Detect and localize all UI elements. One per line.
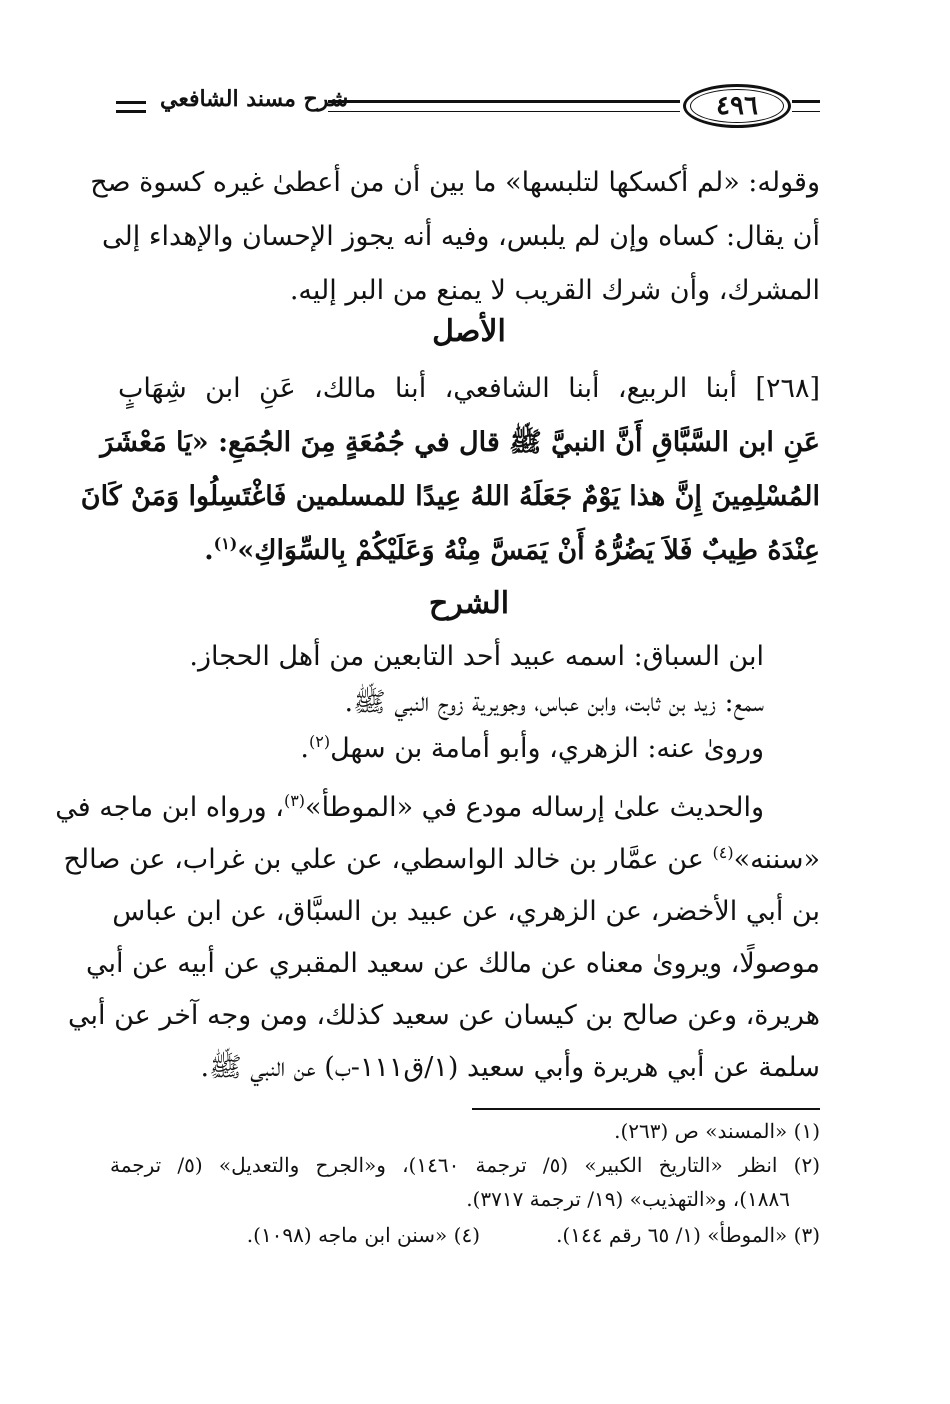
text-line: عَنِ ابن السَّبَّاقِ أَنَّ النبيَّ ﷺ قال في جُمُعَةٍ مِنَ الجُمَعِ: «يَا مَعْشَرَ bbox=[100, 427, 820, 458]
text-line bbox=[55, 782, 820, 834]
intro-paragraph bbox=[90, 156, 820, 318]
header-rule-left-2 bbox=[116, 110, 146, 113]
footnote-ref: (٤) bbox=[712, 843, 734, 862]
section-heading-asl: الأصل bbox=[432, 314, 506, 349]
text-run: والحديث علىٰ إرساله مودع في «الموطأ» bbox=[305, 792, 764, 823]
text-run: ، ورواه ابن ماجه في bbox=[55, 792, 284, 823]
transmitters-text: وروىٰ عنه: الزهري، وأبو أمامة بن سهل bbox=[330, 733, 764, 764]
header-rule-right-2 bbox=[792, 111, 820, 112]
text-line: وقوله: «لم أكسكها لتلبسها» ما بين أن من أعطىٰ غيره كسوة صح bbox=[90, 167, 820, 198]
hadith-paragraph bbox=[80, 362, 820, 578]
text-line: موصولًا، ويروىٰ معناه عن مالك عن سعيد المقبري عن أبيه عن أبي bbox=[85, 948, 820, 979]
footnote-3: (٣) «الموطأ» (١/ ٦٥ رقم ١٤٤). bbox=[556, 1223, 820, 1247]
footnote-ref: (٢) bbox=[309, 732, 331, 751]
footnote-2: (٢) انظر «التاريخ الكبير» (٥/ ترجمة ١٤٦٠)، و«الجرح والتعديل» (٥/ ترجمة bbox=[110, 1153, 820, 1177]
text-run: «سننه» bbox=[733, 844, 820, 875]
footnote-separator bbox=[472, 1108, 820, 1110]
sharh-body bbox=[55, 782, 820, 1094]
text-line bbox=[63, 834, 820, 886]
text-line: عِنْدَهُ طِيبٌ فَلاَ يَضُرُّهُ أَنْ يَمَسَّ مِنْهُ وَعَلَيْكُمْ بِالسِّوَاكِ»$^{(١)}$. bbox=[204, 534, 820, 566]
footnote-ref: (٣) bbox=[283, 791, 306, 810]
text-line: سلمة عن أبي هريرة وأبي سعيد (١/ق١١١-ب) عن النبي ﷺ. bbox=[200, 1052, 820, 1083]
section-heading-sharh: الشرح bbox=[428, 586, 510, 621]
text-line: هريرة، وعن صالح بن كيسان عن سعيد كذلك، ومن وجه آخر عن أبي bbox=[67, 1000, 820, 1031]
header-rule-mid-2 bbox=[328, 111, 680, 112]
hadith-last-line: عِنْدَهُ طِيبٌ فَلاَ يَضُرُّهُ أَنْ يَمَسَّ مِنْهُ وَعَلَيْكُمْ بِالسِّوَاكِ» bbox=[237, 535, 820, 566]
footnote-ref: (١) bbox=[213, 534, 238, 553]
sharh-paragraph bbox=[118, 634, 820, 772]
text-line: المُسْلِمِينَ إِنَّ هذا يَوْمٌ جَعَلَهُ اللهُ عِيدًا للمسلمين فَاغْتَسِلُوا وَمَنْ كَانَ bbox=[80, 481, 820, 512]
text-line: سمع: زيد بن ثابت، وابن عباس، وجويرية زوج النبي ﷺ. bbox=[344, 687, 764, 718]
text-line: ابن السباق: اسمه عبيد أحد التابعين من أهل الحجاز. bbox=[189, 641, 764, 672]
footnote-4: (٤) «سنن ابن ماجه (١٠٩٨). bbox=[246, 1223, 480, 1247]
page-number: ٤٩٦ bbox=[716, 91, 758, 121]
running-title: شرح مسند الشافعي bbox=[160, 86, 349, 112]
header-rule-mid bbox=[328, 100, 680, 103]
text-line: بن أبي الأخضر، عن الزهري، عن عبيد بن السبَّاق، عن ابن عباس bbox=[112, 896, 820, 927]
header-rule-left bbox=[116, 101, 146, 104]
text-line: [٢٦٨] أبنا الربيع، أبنا الشافعي، أبنا مالك، عَنِ ابن شِهَابٍ bbox=[118, 373, 820, 404]
text-line: وروىٰ عنه: الزهري، وأبو أمامة بن سهل$^{(٢)}$. bbox=[300, 732, 764, 764]
footnote-1: (١) «المسند» ص (٢٦٣). bbox=[614, 1119, 820, 1143]
text-line: المشرك، وأن شرك القريب لا يمنع من البر إليه. bbox=[289, 275, 820, 306]
text-run: عن عمَّار بن خالد الواسطي، عن علي بن غراب، عن صالح bbox=[63, 844, 713, 875]
text-line: أن يقال: كساه وإن لم يلبس، وفيه أنه يجوز الإحسان والإهداء إلى bbox=[102, 221, 820, 252]
footnote-2-cont: ١٨٨٦)، و«التهذيب» (١٩/ ترجمة ٣٧١٧). bbox=[466, 1187, 790, 1211]
header-rule-right bbox=[792, 100, 820, 103]
